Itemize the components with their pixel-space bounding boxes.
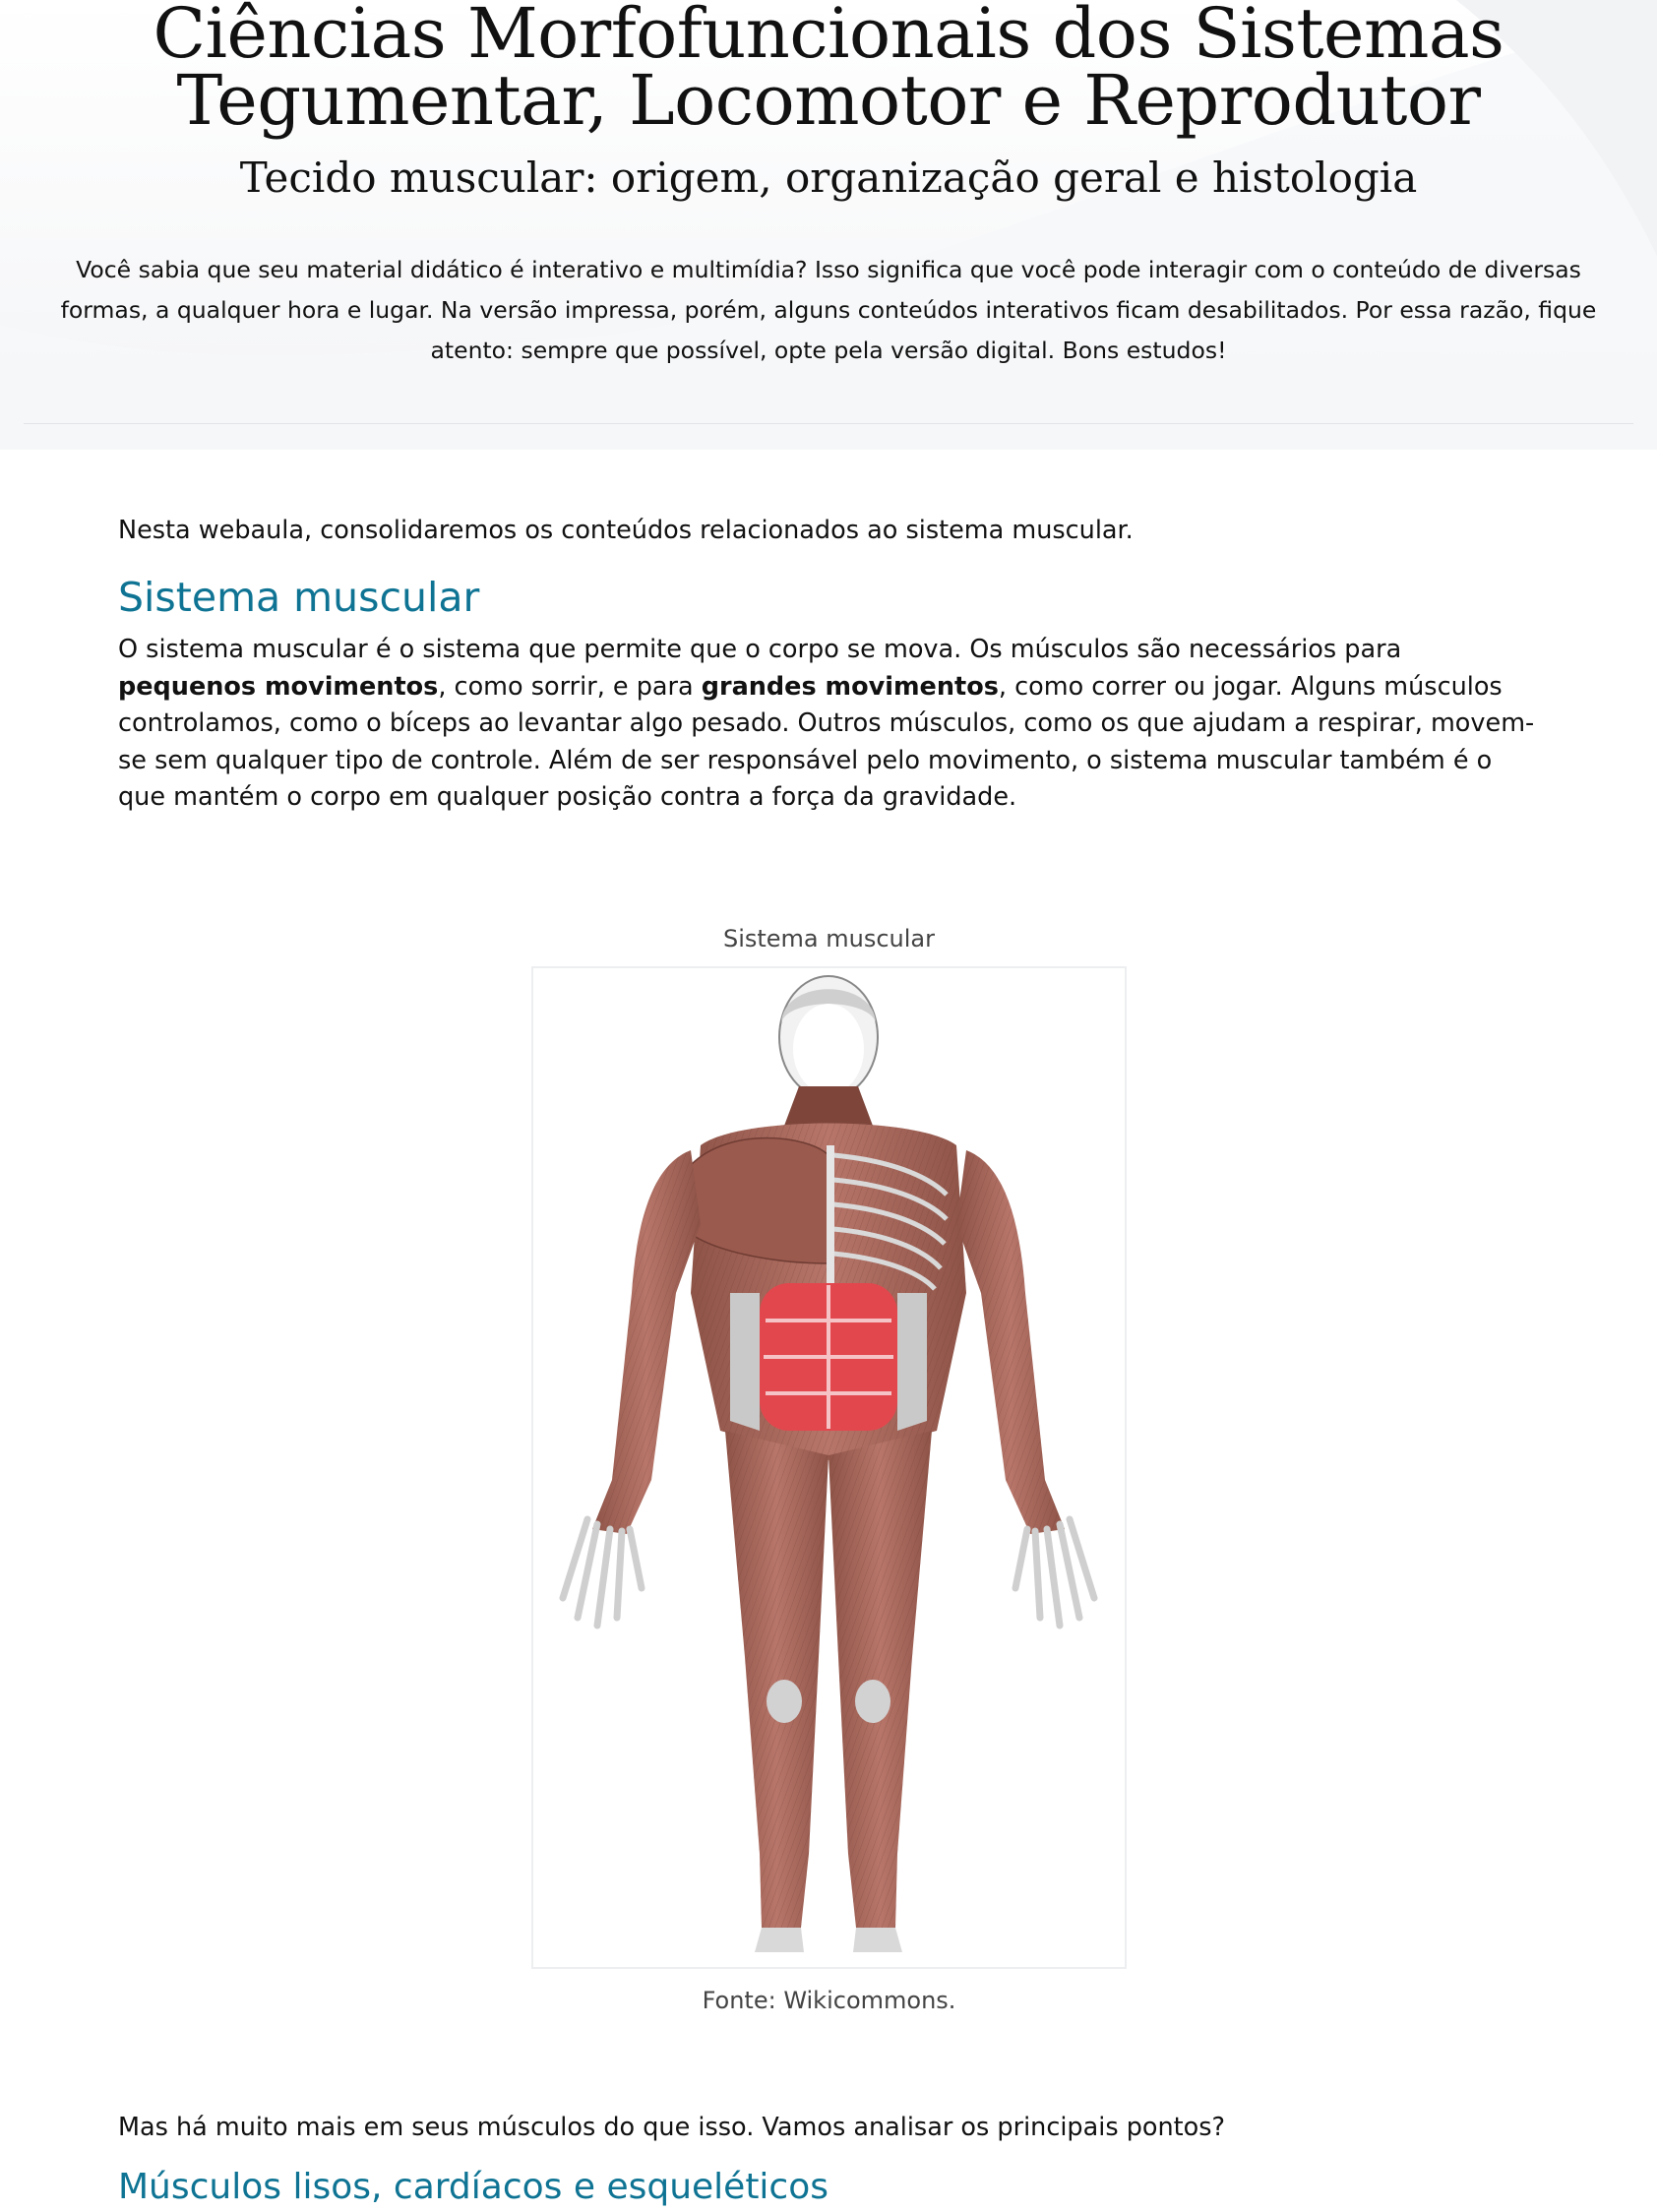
left-arm-shape: [563, 1150, 701, 1626]
page-header: [0, 0, 1657, 450]
para-bold-2: grandes movimentos: [701, 671, 999, 702]
continuation-section: [118, 2110, 1535, 2210]
lead-paragraph: Nesta webaula, consolidaremos os conteúdos relacionados ao sistema muscular.: [118, 516, 1134, 545]
section-heading-sistema-muscular: Sistema muscular: [118, 574, 480, 621]
section-heading-musculos: Músculos lisos, cardíacos e esqueléticos: [118, 2166, 829, 2207]
header-divider: [24, 423, 1633, 424]
page-subtitle: Tecido muscular: origem, organização geral e histologia: [239, 154, 1418, 202]
abdominal-muscles-shape: [760, 1283, 897, 1431]
after-figure-paragraph: Mas há muito mais em seus músculos do que isso. Vamos analisar os principais pontos?: [118, 2113, 1226, 2142]
section-paragraph: [118, 632, 1535, 817]
figure-frame[interactable]: [531, 966, 1127, 1969]
para-text-3: , como correr ou jogar. Alguns músculos controlamos, como o bíceps ao levantar algo pesado. Outros músculos, como os que ajudam a respirar, movem-se sem qualquer tipo de controle. Além de ser responsável pelo movimento, o sistema muscular também é o que mantém o corpo em qualquer posição contra a força da gravidade.: [118, 671, 1535, 812]
head-shape: [779, 976, 878, 1098]
page-title: Ciências Morfofuncionais dos Sistemas Tegumentar, Locomotor e Reprodutor: [153, 0, 1504, 141]
legs-shape: [725, 1431, 932, 1952]
para-bold-1: pequenos movimentos: [118, 671, 439, 702]
para-text-1: O sistema muscular é o sistema que permite que o corpo se mova. Os músculos são necessários para: [118, 635, 1402, 664]
intro-text: Você sabia que seu material didático é interativo e multimídia? Isso significa que você pode interagir com o conteúdo de diversas formas, a qualquer hora e lugar. Na versão impressa, porém, alguns conteúdos interativos ficam desabilitados. Por essa razão, fique atento: sempre que possível, opte pela versão digital. Bons estudos!: [60, 256, 1597, 364]
muscle-anatomy-illustration: [533, 968, 1125, 1967]
main-content: [118, 512, 1535, 817]
figure-source: Fonte: Wikicommons.: [702, 1987, 956, 2014]
figure-caption: Sistema muscular: [722, 925, 936, 952]
figure-sistema-muscular: [531, 919, 1127, 2020]
right-arm-shape: [956, 1150, 1094, 1626]
para-text-2: , como sorrir, e para: [438, 671, 702, 702]
